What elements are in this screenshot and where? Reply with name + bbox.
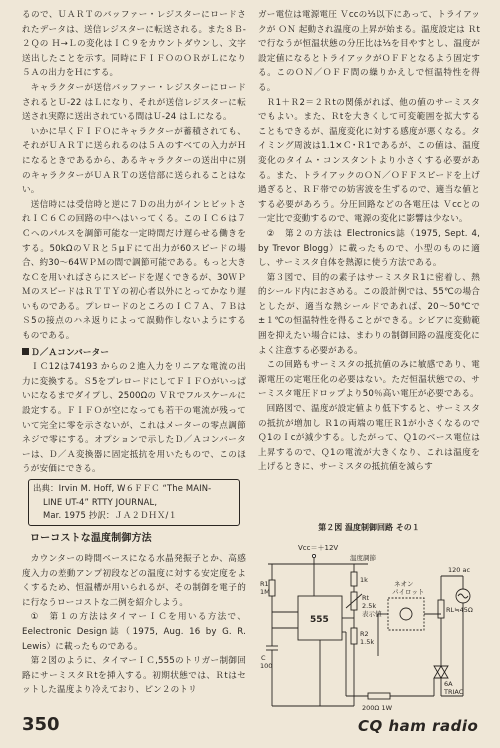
r2-label: R2 — [360, 630, 369, 638]
ic-555-label: 555 — [310, 615, 329, 625]
rt-note: 表示値 — [362, 610, 382, 618]
triac-label: TRIAC — [444, 688, 464, 696]
neon-label: ネオン — [394, 580, 414, 588]
r1-value: 1M — [260, 588, 270, 596]
resistor-r1 — [269, 580, 275, 596]
paragraph: ① 第１の方法はタイマーＩＣを用いる方法で、Eelectronic Design誌（1975, Aug. 16 by G. R. Lewis）に載ったものである。 — [22, 612, 246, 652]
load-resistor-rl — [438, 600, 444, 618]
vcc-terminal — [312, 554, 315, 557]
r-bottom-label: 200Ω 1W — [362, 704, 393, 712]
r-1k-label: 1k — [360, 576, 368, 584]
resistor-200ohm — [368, 693, 390, 699]
r2-value: 1.5k — [360, 638, 375, 646]
triac-symbol — [434, 666, 448, 678]
c-value: 100 — [260, 662, 273, 670]
magazine-name: CQ ham radio — [358, 717, 479, 735]
paragraph: カウンターの時間ベースになる水晶発振子とか、高感度入力の差動アンプ初段などの温度に対する安定度をよくするため、恒温槽が用いられるが、その制御を電子的に行なうローコストな二例を紹介しよう。 — [22, 554, 246, 608]
rl-label: RL≒45Ω — [446, 606, 473, 614]
source-line: 出典：Irvin M. Hoff, W６ＦＦＣ “The MAIN- — [33, 483, 212, 493]
temperature-control-circuit-diagram — [258, 536, 480, 714]
r1-label: R1 — [260, 580, 269, 588]
ac-label: 120 ac — [448, 566, 471, 574]
right-text-column — [258, 8, 480, 475]
paragraph: ガー電位は電源電圧 Ｖccの⅓以下にあって、トライアックが ＯＮ 起動され温度の上昇が始まる。温度設定は Ｒtで行なうが恒温状態の分圧比は⅓を目やすとし、温度が設定値になるとトライアックがＯＦＦとなるよう固定する。このＯＮ／ＯＦＦ間の繰りかえしで恒温特性を得る。 — [258, 10, 481, 93]
rt-label: Rt — [362, 594, 370, 602]
paragraph: いかに早くＦＩＦＯにキャラクターが蓄積されても、それがＵＡＲＴに送られるのは５Ａのすべての入力がＨになるときであるから、あるキャラクターの送出中に別のキャラクターがＵＡＲＴの送信部に送られることはない。 — [22, 126, 246, 196]
paragraph: ② 第２の方法は Electronics誌（1975, Sept. 4, by Trevor Blogg）に載ったもので、小型のものに適し、サーミスタ自体を熱源に使う方法である。 — [258, 228, 480, 269]
rt-value: 2.5k — [362, 602, 377, 610]
neon-pilot-label: パイロット — [392, 588, 425, 596]
temp-adjust-label: 温度調節 — [350, 554, 376, 562]
left-text-column — [22, 8, 246, 698]
resistor-1k — [351, 572, 357, 586]
resistor-r2 — [351, 628, 357, 644]
vcc-label: Vcc＝＋12V — [298, 544, 339, 552]
paragraph: 第２図のように、タイマーＩＣ,555のトリガー制御回路にサーミスタＲtを挿入する。初期状態では、Ｒtはセットした温度より冷えており、ピン２のトリ — [22, 656, 246, 696]
paragraph: この回路もサーミスタの抵抗値のみに敏感であり、電源電圧の定電圧化の必要はない。ただ恒温状態での、サーミスタ電圧ドロップより50％高い電圧が必要である。 — [258, 360, 480, 400]
subsection-heading — [22, 346, 246, 361]
paragraph: るので、ＵＡＲＴのバッファー・レジスターにロードされたデータは、送信レジスターに転送される。また８Ｂ-２Ｑの Ｈ→Ｌの変化はＩＣ９をカウントダウンし、文字送出したことを示す。同時にＦＩＦＯのＯＲがＬになり５Ａの出力をＨにする。 — [22, 10, 246, 79]
paragraph: ＩＣ12は74193 からの２進入力をリニアな電流の出力に変換する。Ｓ5をプレロードにしてＦＩＦＯがいっぱいになるまでダイプし、2500Ωの ＶＲでフルスケールに設定する。ＦＩＦＯが空になっても若干の電流が残っていて完全に零を示さないが、これはメーターの零点調節ネジで零にする。オプションで示したＤ／Ａコンバーターは、Ｄ／Ａ変換器に固定抵抗を用いたもので、このほうが安価にできる。 — [22, 362, 246, 475]
subsection-heading-text: Ｄ／Ａコンバーター — [31, 347, 110, 358]
neon-lamp — [400, 608, 412, 620]
paragraph: 回路図で、温度が設定値より低下すると、サーミスタの抵抗が増加し Ｒ1の両端の電圧Ｒ1が小さくなるのでＱ1のＩcが減少する。したがって、Ｑ1のベース電位は上昇するので、Ｑ1の電流が大きくなり、これは温度を上げるときに、サーミスタの抵抗値を減らす — [258, 404, 480, 473]
paragraph: キャラクターが送信バッファー・レジスターにロードされるとＵ-22 はＬになり、それが送信レジスターに転送され実際に送出されている間はＵ-24 はＬになる。 — [22, 82, 246, 123]
c-label: C — [261, 654, 266, 662]
square-bullet-icon — [22, 348, 29, 355]
source-line: LINE UT-4” RTTY JOURNAL, — [43, 496, 158, 507]
paragraph: 第３図で、目的の素子はサーミスタＲ1に密着し、熱的シールド内におさめる。この設計例では、55℃の場合としたが、適当な熱シールドであれば、20～50℃で±１℃の恒温特性を得ることができる。シビアに変動範囲を抑えたい場合には、まわりの制御回路の温度変化によく注意する必要がある。 — [258, 272, 480, 356]
source-citation-box — [28, 479, 240, 526]
source-line: Mar. 1975 抄訳：ＪＡ２ＤＨＸ/１ — [43, 510, 178, 520]
figure-title: 第２図 温度制御回路 その１ — [318, 523, 420, 532]
paragraph: 送信時には受信時と逆に７Ｄの出力がインヒビットされＩＣ６Ｃの回路の中へはいってくる。このＩＣ６は７Ｃへのパルスを調節可能な一定時間だけ遅らせる働きをする。50kΩのＶＲと５μＦにて出力が60スピードの場合、約30～64ＷＰＭの間で調節可能である。もっと大きなＣを用いればさらにスピードを遅くできるが、30ＷＰＭのスピードはＲＴＴＹの初心者以外にとってかなり遅いものである。プレロードのところのＩＣ７Ａ、７ＢはＳ5の接点のハネ返りによって誤動作しないようにするものである。 — [22, 199, 246, 342]
neon-pilot-box — [388, 598, 424, 630]
paragraph: Ｒ1＋Ｒ2＝２Ｒtの関係がれば、他の値のサーミスタでもよい。また、Ｒtを大きくして可変範囲を拡大することもできるが、温度変化に対する感度が悪くなる。タイミング周波は1.1×Ｃ･Ｒ1であるが、この値は、温度変化のタイム・コンスタントより小さくする必要がある。また、トライアックのＯＮ／ＯＦＦスピードを上げ過ぎると、ＲＦ帯での妨害波を生ずるので、適当な値とする必要があろう。分圧回路などの各電圧は Ｖccとの一定比で変動するので、電源の変化に影響は少ない。 — [258, 97, 480, 225]
section-title: ローコストな温度制御方法 — [30, 532, 152, 544]
page-number: 350 — [22, 714, 60, 735]
triac-current-label: 6A — [444, 680, 453, 688]
